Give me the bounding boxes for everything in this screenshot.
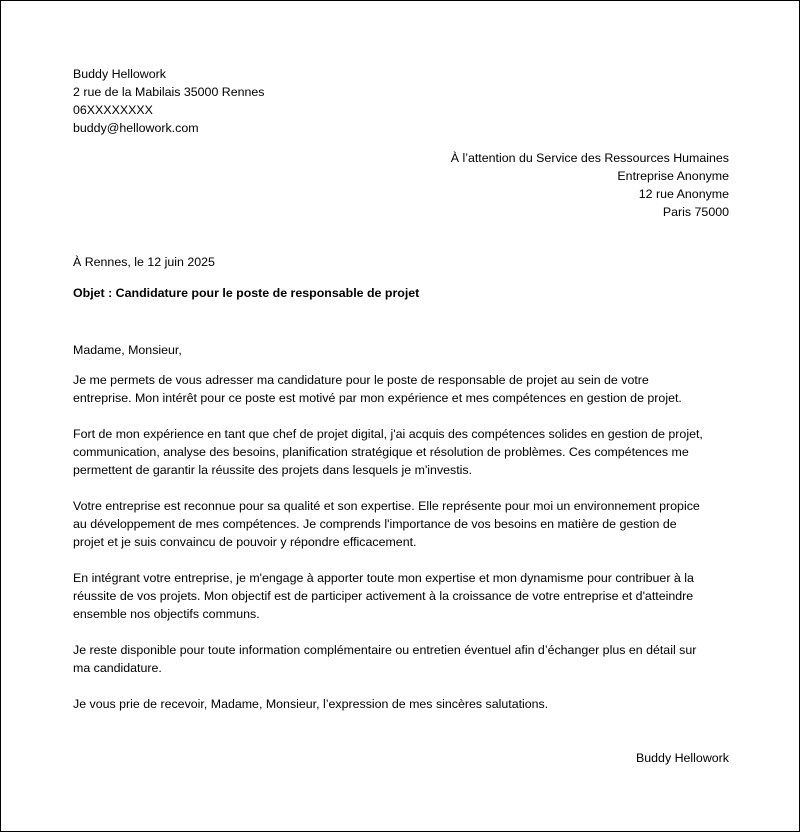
letter-date: À Rennes, le 12 juin 2025 xyxy=(73,255,215,269)
letter-signature: Buddy Hellowork xyxy=(636,751,729,765)
sender-address: 2 rue de la Mabilais 35000 Rennes xyxy=(73,85,265,99)
recipient-city: Paris 75000 xyxy=(662,205,729,219)
body-line: Votre entreprise est reconnue pour sa qualité et son expertise. Elle représente pour moi un environnement propice xyxy=(73,499,700,513)
recipient-attention: À l’attention du Service des Ressources Humaines xyxy=(450,151,729,165)
sender-name: Buddy Hellowork xyxy=(73,67,166,81)
body-paragraph xyxy=(73,497,729,551)
body-line: réussite de vos projets. Mon objectif est de participer activement à la croissance de votre entreprise et d'atteindre xyxy=(73,589,694,603)
body-line: Je reste disponible pour toute information complémentaire ou entretien éventuel afin d’échanger plus en détail sur xyxy=(73,643,697,657)
body-line: Je me permets de vous adresser ma candidature pour le poste de responsable de projet au sein de votre xyxy=(73,373,649,387)
body-paragraph xyxy=(73,641,729,677)
body-line: au développement de mes compétences. Je comprends l'importance de vos besoins en matière de gestion de xyxy=(73,517,677,531)
body-line: permettent de garantir la réussite des projets dans lesquels je m'investis. xyxy=(73,463,473,477)
letter-greeting: Madame, Monsieur, xyxy=(73,343,182,357)
body-line: Fort de mon expérience en tant que chef de projet digital, j'ai acquis des compétences solides en gestion de projet, xyxy=(73,427,703,441)
body-line: communication, analyse des besoins, planification stratégique et résolution de problèmes. Ces compétences me xyxy=(73,445,689,459)
body-line: projet et je suis convaincu de pouvoir y répondre efficacement. xyxy=(73,535,417,549)
sender-block xyxy=(73,65,729,137)
body-line: ensemble nos objectifs communs. xyxy=(73,607,260,621)
body-paragraph xyxy=(73,425,729,479)
body-paragraph xyxy=(73,695,729,713)
recipient-street: 12 rue Anonyme xyxy=(638,187,729,201)
body-line: En intégrant votre entreprise, je m'engage à apporter toute mon expertise et mon dynamisme pour contribuer à la xyxy=(73,571,694,585)
letter-body xyxy=(73,371,729,731)
body-line: ma candidature. xyxy=(73,661,162,675)
letter-subject: Objet : Candidature pour le poste de responsable de projet xyxy=(73,286,420,300)
body-line: entreprise. Mon intérêt pour ce poste est motivé par mon expérience et mes compétences en gestion de projet. xyxy=(73,391,682,405)
body-paragraph xyxy=(73,569,729,623)
body-paragraph xyxy=(73,371,729,407)
sender-phone: 06XXXXXXXX xyxy=(73,103,153,117)
recipient-block xyxy=(73,149,729,221)
recipient-company: Entreprise Anonyme xyxy=(617,169,729,183)
body-line: Je vous prie de recevoir, Madame, Monsieur, l’expression de mes sincères salutations. xyxy=(73,697,549,711)
sender-email: buddy@hellowork.com xyxy=(73,121,199,135)
